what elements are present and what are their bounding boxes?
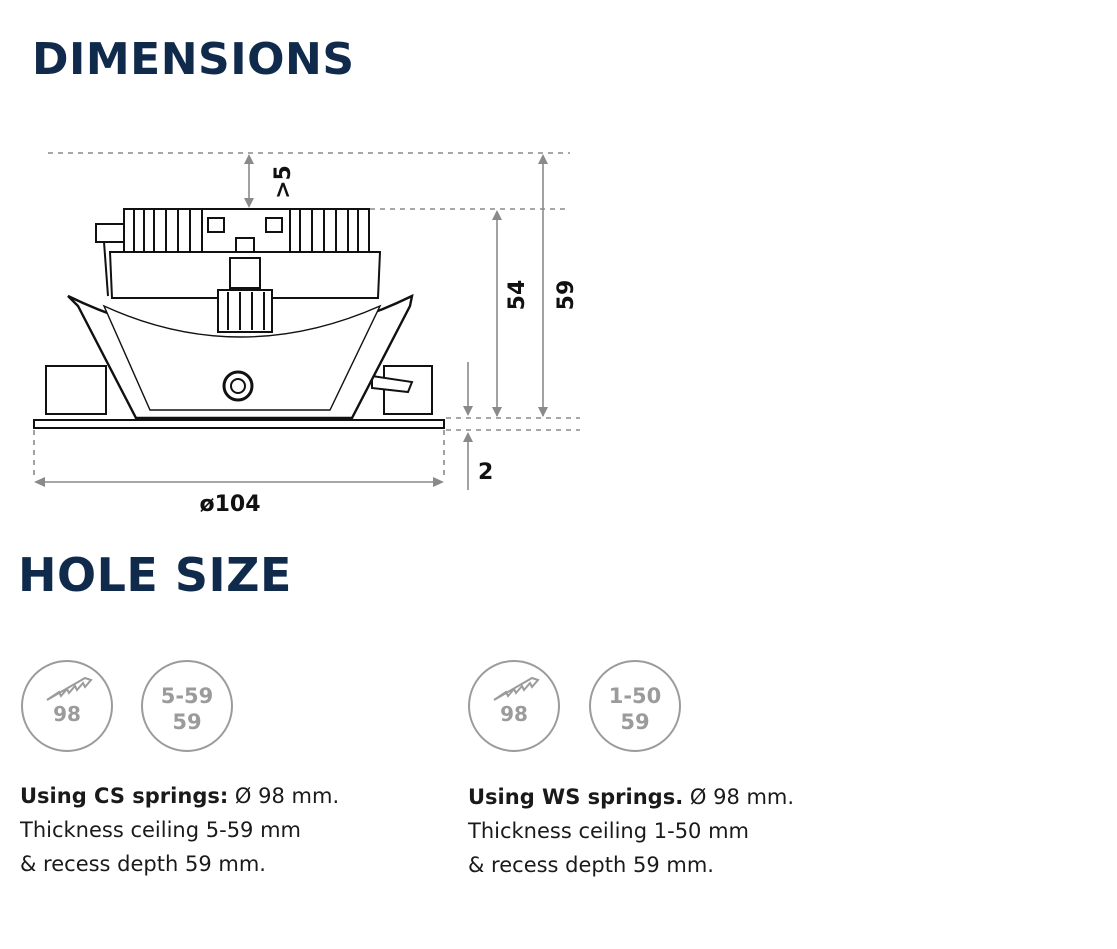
description-line-1 bbox=[468, 780, 794, 814]
hole-size-heading: HOLE SIZE bbox=[18, 548, 292, 602]
dimension-drawing bbox=[0, 130, 640, 520]
height-body-label: 54 bbox=[505, 279, 530, 311]
hole-diameter-text: Ø 98 mm. bbox=[683, 785, 795, 809]
depth-range-icon bbox=[141, 660, 233, 752]
ceiling-thickness-text: Thickness ceiling 1-50 mm bbox=[468, 819, 749, 843]
recess-depth-text: & recess depth 59 mm. bbox=[468, 853, 714, 877]
saw-diameter-value: 98 bbox=[500, 702, 528, 726]
dimensions-heading: DIMENSIONS bbox=[32, 34, 355, 85]
thickness-range-value: 5-59 bbox=[160, 684, 214, 708]
depth-range-icon bbox=[589, 660, 681, 752]
spring-type-title: Using WS springs. bbox=[468, 785, 684, 809]
recess-depth-text: & recess depth 59 mm. bbox=[20, 852, 266, 876]
saw-icon bbox=[21, 660, 113, 752]
height-total-label: 59 bbox=[554, 279, 579, 311]
saw-icon bbox=[468, 660, 560, 752]
hole-diameter-text: Ø 98 mm. bbox=[228, 784, 340, 808]
flange-thickness-label: 2 bbox=[478, 460, 494, 485]
cs-springs-description bbox=[20, 779, 339, 881]
ceiling-thickness-text: Thickness ceiling 5-59 mm bbox=[20, 818, 301, 842]
gap-label: >5 bbox=[271, 165, 296, 199]
recess-depth-value: 59 bbox=[620, 710, 650, 734]
description-line-1 bbox=[20, 779, 339, 813]
saw-diameter-value: 98 bbox=[53, 702, 81, 726]
thickness-range-value: 1-50 bbox=[608, 684, 662, 708]
recess-depth-value: 59 bbox=[172, 710, 202, 734]
product-outline bbox=[34, 209, 444, 428]
diameter-label: ø104 bbox=[199, 492, 261, 517]
spring-type-title: Using CS springs: bbox=[20, 784, 229, 808]
saw-blade-icon bbox=[45, 676, 95, 704]
ws-springs-description bbox=[468, 780, 794, 882]
saw-blade-icon bbox=[492, 676, 542, 704]
